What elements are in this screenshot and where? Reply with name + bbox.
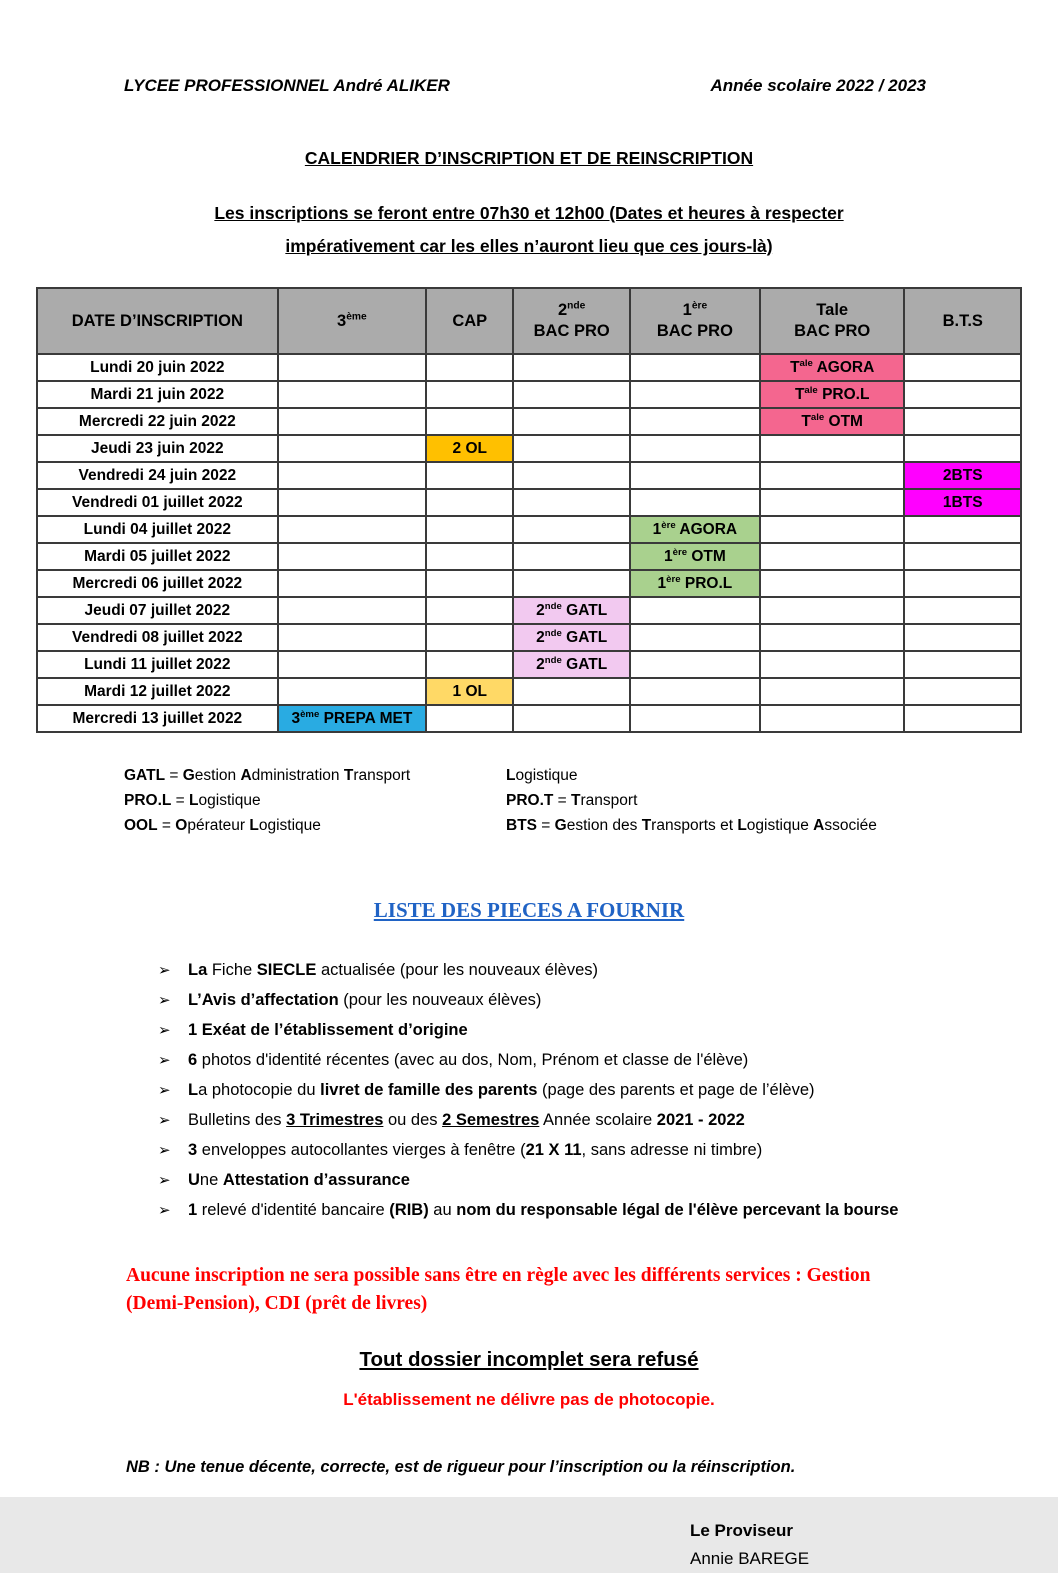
list-item-text: La photocopie du livret de famille des parents (page des parents et page de l’élève) (188, 1081, 815, 1099)
arrow-bullet-icon: ➢ (158, 1052, 171, 1069)
empty-cell (278, 408, 426, 435)
empty-cell (513, 408, 629, 435)
empty-cell (278, 462, 426, 489)
date-cell: Lundi 11 juillet 2022 (37, 651, 278, 678)
table-row (37, 435, 1021, 462)
arrow-bullet-icon: ➢ (158, 1022, 171, 1039)
class-cell-cap: 2 OL (426, 435, 513, 462)
empty-cell (630, 408, 760, 435)
table-row (37, 624, 1021, 651)
list-item-text: 1 relevé d'identité bancaire (RIB) au nom du responsable légal de l'élève percevant la bourse (188, 1201, 899, 1219)
empty-cell (904, 624, 1021, 651)
arrow-bullet-icon: ➢ (158, 1172, 171, 1189)
empty-cell (630, 678, 760, 705)
list-item (158, 1079, 938, 1102)
empty-cell (426, 543, 513, 570)
empty-cell (426, 624, 513, 651)
empty-cell (630, 354, 760, 381)
class-cell-tale: $T^{ale}$ AGORA (760, 354, 905, 381)
empty-cell (760, 435, 905, 462)
list-item (158, 1169, 938, 1192)
list-item (158, 1199, 938, 1222)
table-row (37, 570, 1021, 597)
empty-cell (760, 651, 905, 678)
page-subtitle (0, 197, 1058, 263)
school-name: LYCEE PROFESSIONNEL André ALIKER (124, 76, 450, 95)
table-row (37, 354, 1021, 381)
page-subtitle-line1: Les inscriptions se feront entre 07h30 et 12h00 (Dates et heures à respecter (214, 203, 844, 223)
legend-right: Logistique (506, 767, 578, 784)
date-cell: Lundi 20 juin 2022 (37, 354, 278, 381)
empty-cell (630, 651, 760, 678)
list-item (158, 959, 938, 982)
page-subtitle-line2: impérativement car les elles n’auront lieu que ces jours-là) (285, 236, 773, 256)
list-item-text: 3 enveloppes autocollantes vierges à fenêtre (21 X 11, sans adresse ni timbre) (188, 1141, 763, 1159)
empty-cell (760, 597, 905, 624)
table-row (37, 489, 1021, 516)
empty-cell (278, 354, 426, 381)
empty-cell (760, 516, 905, 543)
legend-row (124, 813, 1058, 838)
class-cell-tale: $T^{ale}$ OTM (760, 408, 905, 435)
empty-cell (426, 489, 513, 516)
list-item (158, 1139, 938, 1162)
empty-cell (513, 489, 629, 516)
empty-cell (904, 543, 1021, 570)
column-header-tale: Tale BAC PRO (760, 288, 905, 354)
empty-cell (513, 381, 629, 408)
column-header-bts: B.T.S (904, 288, 1021, 354)
empty-cell (278, 381, 426, 408)
empty-cell (278, 489, 426, 516)
empty-cell (513, 705, 629, 732)
table-row (37, 408, 1021, 435)
legend-left: GATL = Gestion Administration Transport (124, 767, 411, 784)
arrow-bullet-icon: ➢ (158, 962, 171, 979)
warning-services-text: Aucune inscription ne sera possible sans être en règle avec les différents services : Gestion (Demi-Pension), CDI (prêt de livres) (126, 1265, 871, 1314)
empty-cell (904, 408, 1021, 435)
list-item-text: La Fiche SIECLE actualisée (pour les nouveaux élèves) (188, 961, 598, 979)
empty-cell (278, 651, 426, 678)
legend-left: PRO.L = Logistique (124, 792, 261, 809)
empty-cell (630, 381, 760, 408)
no-photocopy-notice: L'établissement ne délivre pas de photocopie. (343, 1390, 715, 1409)
nb-note: NB : Une tenue décente, correcte, est de rigueur pour l’inscription ou la réinscription. (126, 1458, 796, 1476)
list-item-text: L’Avis d’affectation (pour les nouveaux élèves) (188, 991, 542, 1009)
empty-cell (904, 705, 1021, 732)
date-cell: Jeudi 23 juin 2022 (37, 435, 278, 462)
date-cell: Lundi 04 juillet 2022 (37, 516, 278, 543)
empty-cell (760, 489, 905, 516)
class-cell-cap: 1 OL (426, 678, 513, 705)
legend-row (124, 788, 1058, 813)
signature-name: Annie BAREGE (690, 1549, 810, 1568)
arrow-bullet-icon: ➢ (158, 1142, 171, 1159)
list-item-text: Bulletins des 3 Trimestres ou des 2 Semestres Année scolaire 2021 - 2022 (188, 1111, 745, 1129)
date-cell: Mardi 21 juin 2022 (37, 381, 278, 408)
date-cell: Mardi 05 juillet 2022 (37, 543, 278, 570)
empty-cell (426, 516, 513, 543)
column-header-date: DATE D’INSCRIPTION (37, 288, 278, 354)
table-header (37, 288, 1021, 354)
empty-cell (278, 543, 426, 570)
empty-cell (760, 462, 905, 489)
inscription-calendar-table (36, 287, 1022, 733)
list-item (158, 1019, 938, 1042)
class-cell-troisieme: 3ème PREPA MET (278, 705, 426, 732)
empty-cell (426, 651, 513, 678)
date-cell: Vendredi 08 juillet 2022 (37, 624, 278, 651)
refused-notice: Tout dossier incomplet sera refusé (359, 1348, 699, 1371)
empty-cell (513, 516, 629, 543)
class-cell-bts: 2BTS (904, 462, 1021, 489)
column-header-premiere: 1ère BAC PRO (630, 288, 760, 354)
empty-cell (513, 435, 629, 462)
table-row (37, 597, 1021, 624)
empty-cell (426, 381, 513, 408)
table-body (37, 354, 1021, 732)
class-cell-seconde: 2nde GATL (513, 651, 629, 678)
pieces-title: LISTE DES PIECES A FOURNIR (373, 898, 685, 922)
arrow-bullet-icon: ➢ (158, 1202, 171, 1219)
empty-cell (630, 624, 760, 651)
arrow-bullet-icon: ➢ (158, 1112, 171, 1129)
empty-cell (278, 570, 426, 597)
empty-cell (904, 516, 1021, 543)
empty-cell (630, 705, 760, 732)
empty-cell (904, 435, 1021, 462)
list-item (158, 1109, 938, 1132)
empty-cell (278, 435, 426, 462)
empty-cell (904, 570, 1021, 597)
list-item (158, 989, 938, 1012)
empty-cell (278, 678, 426, 705)
table-row (37, 381, 1021, 408)
empty-cell (630, 462, 760, 489)
date-cell: Mercredi 13 juillet 2022 (37, 705, 278, 732)
table-row (37, 462, 1021, 489)
empty-cell (278, 597, 426, 624)
date-cell: Vendredi 01 juillet 2022 (37, 489, 278, 516)
empty-cell (426, 462, 513, 489)
legend-row (124, 763, 1058, 788)
pieces-list (158, 959, 938, 1222)
table-row (37, 705, 1021, 732)
empty-cell (904, 678, 1021, 705)
table-row (37, 543, 1021, 570)
date-cell: Mercredi 22 juin 2022 (37, 408, 278, 435)
empty-cell (426, 597, 513, 624)
empty-cell (278, 516, 426, 543)
empty-cell (760, 705, 905, 732)
page-title: CALENDRIER D’INSCRIPTION ET DE REINSCRIPTION (304, 148, 754, 168)
date-cell: Mardi 12 juillet 2022 (37, 678, 278, 705)
empty-cell (513, 543, 629, 570)
document-header (0, 0, 1058, 96)
empty-cell (426, 705, 513, 732)
date-cell: Jeudi 07 juillet 2022 (37, 597, 278, 624)
empty-cell (513, 354, 629, 381)
empty-cell (513, 678, 629, 705)
empty-cell (904, 381, 1021, 408)
empty-cell (426, 354, 513, 381)
class-cell-bts: 1BTS (904, 489, 1021, 516)
class-cell-tale: $T^{ale}$ PRO.L (760, 381, 905, 408)
table-row (37, 516, 1021, 543)
class-cell-seconde: 2nde GATL (513, 624, 629, 651)
list-item-text: 1 Exéat de l’établissement d’origine (188, 1021, 468, 1039)
empty-cell (760, 678, 905, 705)
empty-cell (630, 597, 760, 624)
column-header-cap: CAP (426, 288, 513, 354)
empty-cell (904, 597, 1021, 624)
list-item-text: 6 photos d'identité récentes (avec au dos, Nom, Prénom et classe de l'élève) (188, 1051, 749, 1069)
column-header-troisieme: 3ème (278, 288, 426, 354)
class-cell-premiere: 1ère OTM (630, 543, 760, 570)
empty-cell (513, 462, 629, 489)
legend-right: PRO.T = Transport (506, 792, 638, 809)
legend-left: OOL = Opérateur Logistique (124, 817, 321, 834)
empty-cell (630, 435, 760, 462)
signature-role: Le Proviseur (690, 1521, 793, 1540)
class-cell-premiere: 1ère AGORA (630, 516, 760, 543)
empty-cell (278, 624, 426, 651)
acronym-legend (124, 763, 1058, 838)
school-year: Année scolaire 2022 / 2023 (710, 76, 926, 95)
empty-cell (904, 354, 1021, 381)
date-cell: Mercredi 06 juillet 2022 (37, 570, 278, 597)
signature-block (690, 1517, 1058, 1573)
empty-cell (760, 570, 905, 597)
table-row (37, 651, 1021, 678)
list-item-text: Une Attestation d’assurance (188, 1171, 410, 1189)
table-row (37, 678, 1021, 705)
date-cell: Vendredi 24 juin 2022 (37, 462, 278, 489)
arrow-bullet-icon: ➢ (158, 992, 171, 1009)
empty-cell (426, 408, 513, 435)
legend-right: BTS = Gestion des Transports et Logistique Associée (506, 817, 877, 834)
class-cell-seconde: 2nde GATL (513, 597, 629, 624)
empty-cell (513, 570, 629, 597)
empty-cell (760, 543, 905, 570)
arrow-bullet-icon: ➢ (158, 1082, 171, 1099)
list-item (158, 1049, 938, 1072)
column-header-seconde: 2nde BAC PRO (513, 288, 629, 354)
empty-cell (426, 570, 513, 597)
empty-cell (760, 624, 905, 651)
empty-cell (630, 489, 760, 516)
empty-cell (904, 651, 1021, 678)
class-cell-premiere: 1ère PRO.L (630, 570, 760, 597)
